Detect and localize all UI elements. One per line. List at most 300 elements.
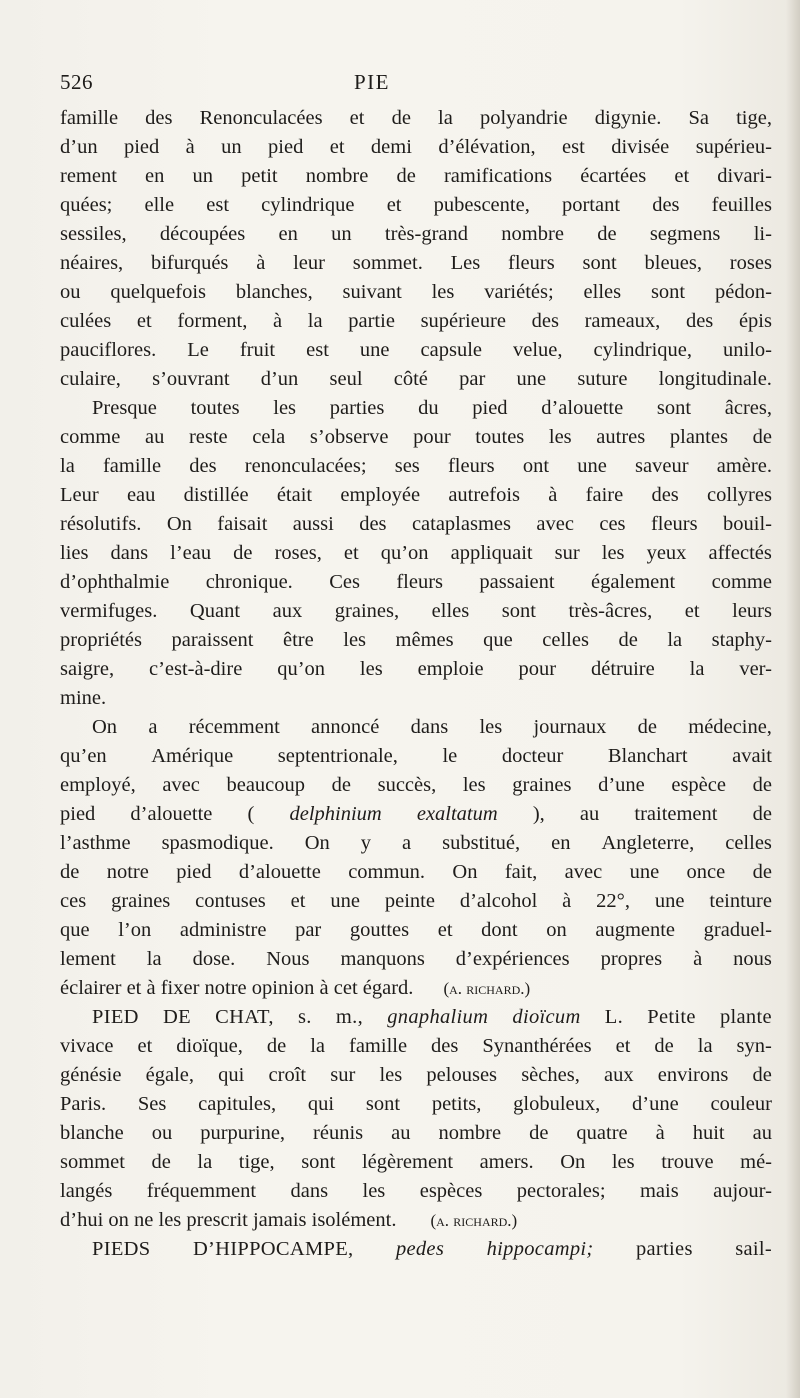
word: Sa [688, 107, 709, 129]
word: qu’en [60, 745, 107, 767]
word: pied [176, 861, 212, 883]
text-line [60, 220, 772, 249]
word: de [752, 803, 772, 825]
word: à [185, 136, 195, 158]
word: d’élévation, [438, 136, 536, 158]
word: fleurs [396, 571, 444, 593]
word: de [60, 861, 80, 883]
word: huit [692, 1122, 725, 1144]
word: qu’on [277, 658, 326, 680]
word: à [256, 252, 266, 274]
word: de [752, 774, 772, 796]
word: notre [106, 861, 149, 883]
word: sont [656, 397, 692, 419]
word: dont [481, 919, 518, 941]
word: a [148, 716, 158, 738]
word: culées [60, 310, 112, 332]
word: seul [329, 368, 363, 390]
word: administre [179, 919, 267, 941]
word: Angleterre, [601, 832, 695, 854]
word: que [483, 629, 513, 651]
word: suivant [342, 281, 402, 303]
word: segmens [649, 223, 721, 245]
word: de [618, 629, 638, 651]
word: annoncé [311, 716, 380, 738]
word: capitules, [198, 1093, 277, 1115]
word: paraissent [171, 629, 254, 651]
word: pied [268, 136, 304, 158]
word: celles [542, 629, 589, 651]
word: pied [60, 803, 96, 825]
entry-heading-line [60, 1235, 772, 1264]
word: et [615, 1035, 631, 1057]
word: feuilles [711, 194, 772, 216]
word: en [278, 223, 298, 245]
word: elle [144, 194, 175, 216]
text-line [60, 742, 772, 771]
word: On [166, 513, 192, 535]
word: de [151, 1151, 171, 1173]
text-line [60, 1177, 772, 1206]
word: amère. [716, 455, 772, 477]
word: plante [719, 1006, 772, 1028]
text-line [60, 597, 772, 626]
word: graines [512, 774, 572, 796]
word: un [192, 165, 214, 187]
word: pied [472, 397, 508, 419]
word: est [306, 339, 329, 361]
word: avec [162, 774, 200, 796]
word: ont [522, 455, 550, 477]
word: un [221, 136, 242, 158]
author-signature: (a. richard.) [430, 1211, 518, 1230]
word: avec [536, 513, 574, 535]
word: dioïque, [176, 1035, 243, 1057]
word: une [330, 890, 360, 912]
word: autres [596, 426, 646, 448]
word: qui [218, 1064, 245, 1086]
word: vivace [60, 1035, 114, 1057]
word: de [529, 1122, 549, 1144]
word: de [391, 107, 411, 129]
word: ces [60, 890, 87, 912]
text-line [60, 1061, 772, 1090]
word: des [685, 310, 714, 332]
word: PIEDS [92, 1238, 151, 1260]
word: nombre [501, 223, 564, 245]
word: couleur [710, 1093, 772, 1115]
word: mais [639, 1180, 679, 1202]
word: de [331, 774, 351, 796]
word: petit [241, 165, 278, 187]
word: d’alcohol [459, 890, 538, 912]
word: leur [293, 252, 325, 274]
word: s. [298, 1006, 312, 1028]
text-line [60, 568, 772, 597]
word: renonculacées; [244, 455, 367, 477]
word: fleurs [447, 455, 495, 477]
word: d’alouette [541, 397, 624, 419]
word: Petite [647, 1006, 696, 1028]
word: beaucoup [226, 774, 306, 796]
word: nous [733, 948, 772, 970]
word: autrefois [448, 484, 521, 506]
word: graines [111, 890, 171, 912]
text-line [60, 452, 772, 481]
word: contuses [195, 890, 266, 912]
word: eau [126, 484, 156, 506]
word: ses [394, 455, 420, 477]
word: bifurqués [150, 252, 229, 274]
word: aux [272, 600, 303, 622]
word: aujour- [713, 1180, 772, 1202]
word: et [674, 165, 690, 187]
word: appliquait [450, 542, 533, 564]
word: Les [450, 252, 481, 274]
word: les [359, 658, 383, 680]
word: sont [582, 252, 617, 274]
word: peinte [384, 890, 435, 912]
word: les [462, 774, 486, 796]
word: CHAT, [215, 1006, 274, 1028]
word: tige, [736, 107, 772, 129]
word: par [459, 368, 486, 390]
word: s’observe [309, 426, 389, 448]
word: gnaphalium [387, 1006, 489, 1028]
word: pauciflores. [60, 339, 157, 361]
word: d’expériences [455, 948, 570, 970]
word: culaire, [60, 368, 121, 390]
word: longitudinale. [658, 368, 772, 390]
word: la [60, 455, 75, 477]
word: teinture [709, 890, 772, 912]
word: environs [657, 1064, 729, 1086]
word: staphy- [711, 629, 772, 651]
word: quelquefois [110, 281, 206, 303]
word: les [343, 629, 367, 651]
word: elles [583, 281, 622, 303]
word: toutes [190, 397, 240, 419]
word: Leur [60, 484, 99, 506]
text-line [60, 713, 772, 742]
word: de [597, 223, 617, 245]
word: de [233, 542, 253, 564]
text-line [60, 655, 772, 684]
word: vermifuges. [60, 600, 158, 622]
word: avait [732, 745, 772, 767]
body-text [60, 104, 772, 1264]
word: pubescente, [433, 194, 530, 216]
word: les [611, 1151, 635, 1173]
word: langés [60, 1180, 113, 1202]
word: une [629, 861, 660, 883]
text-line [60, 104, 772, 133]
word: y [360, 832, 372, 854]
text-line [60, 133, 772, 162]
word: velue, [513, 339, 563, 361]
word: Quant [189, 600, 241, 622]
word: la [146, 948, 162, 970]
word: ces [599, 513, 626, 535]
word: croît [268, 1064, 307, 1086]
text-line [60, 336, 772, 365]
word: On [452, 861, 478, 883]
word: emploie [417, 658, 484, 680]
word: à [655, 1122, 665, 1144]
word: des [359, 513, 387, 535]
word: c’est-à-dire [148, 658, 243, 680]
word: la [697, 1035, 713, 1057]
word: celles [725, 832, 772, 854]
word: très-âcres, [568, 600, 653, 622]
word: les [379, 1064, 403, 1086]
text-line [60, 278, 772, 307]
word: globuleux, [513, 1093, 601, 1115]
word: fait, [504, 861, 538, 883]
word: sommet. [352, 252, 423, 274]
word: les [601, 542, 625, 564]
word: PIED [92, 1006, 139, 1028]
word: et [343, 542, 359, 564]
word: divisée [611, 136, 670, 158]
word: famille [349, 1035, 408, 1057]
word: s’ouvrant [152, 368, 230, 390]
word: récemment [188, 716, 280, 738]
word: Paris. [60, 1093, 107, 1115]
word: digynie. [594, 107, 662, 129]
word: la [197, 1151, 213, 1173]
word: sont [301, 1151, 336, 1173]
word: Amérique [151, 745, 234, 767]
word: et [137, 1035, 153, 1057]
word: des [189, 455, 217, 477]
author-signature: (a. richard.) [443, 979, 531, 998]
word: rameaux, [584, 310, 661, 332]
word: d’alouette [130, 803, 213, 825]
word: yeux [646, 542, 687, 564]
word: pelouses [426, 1064, 498, 1086]
text-line [60, 771, 772, 800]
word: âcres, [724, 397, 772, 419]
text-line [60, 510, 772, 539]
word: cataplasmes [411, 513, 511, 535]
word: blanches, [235, 281, 313, 303]
text-line [60, 249, 772, 278]
word: petits, [431, 1093, 482, 1115]
word: à [273, 310, 283, 332]
word: journaux [533, 716, 607, 738]
text-line [60, 800, 772, 829]
word: once [686, 861, 726, 883]
word: graines, [334, 600, 400, 622]
text-line-signed [60, 1206, 772, 1235]
word: ou [60, 281, 81, 303]
word: famille [102, 455, 162, 477]
word: faisait [217, 513, 268, 535]
text-line-signed [60, 974, 772, 1003]
word: exaltatum [416, 803, 498, 825]
word: supérieure [420, 310, 506, 332]
word: pédon- [714, 281, 772, 303]
word: néaires, [60, 252, 124, 274]
word: polyandrie [479, 107, 568, 129]
word: Renonculacées [199, 107, 323, 129]
word: aux [603, 1064, 634, 1086]
word: famille [60, 107, 119, 129]
word: unilo- [723, 339, 772, 361]
word: légèrement [361, 1151, 454, 1173]
word: de [637, 716, 657, 738]
word: pied [123, 136, 160, 158]
word: Presque [92, 397, 157, 419]
word: on [546, 919, 567, 941]
word: détruire [590, 658, 655, 680]
text-line [60, 945, 772, 974]
line-text: d’hui on ne les prescrit jamais isolément. [60, 1209, 397, 1231]
word: graduel- [703, 919, 772, 941]
word: espèces [419, 1180, 483, 1202]
word: réunis [313, 1122, 364, 1144]
word: qu’on [380, 542, 429, 564]
text-line [60, 626, 772, 655]
word: commun. [348, 861, 426, 883]
word: cela [252, 426, 286, 448]
word: fruit [239, 339, 276, 361]
line-text: éclairer et à fixer notre opinion à cet égard. [60, 977, 414, 999]
word: une [516, 368, 547, 390]
word: des [651, 484, 679, 506]
word: lement [60, 948, 116, 970]
word: très-grand [384, 223, 469, 245]
page-number: 526 [60, 70, 93, 94]
word: sont [501, 600, 536, 622]
word: rement [60, 165, 117, 187]
text-line [60, 423, 772, 452]
word: de [654, 1035, 674, 1057]
word: employé, [60, 774, 136, 796]
word: augmente [595, 919, 676, 941]
word: 22°, [596, 890, 630, 912]
text-line [60, 684, 772, 713]
text-line [60, 539, 772, 568]
word: sont [650, 281, 686, 303]
word: lies [60, 542, 89, 564]
word: Ses [137, 1093, 167, 1115]
word: mêmes [395, 629, 454, 651]
word: dose. [192, 948, 236, 970]
word: nombre [438, 1122, 502, 1144]
text-line [60, 365, 772, 394]
word: manquons [340, 948, 425, 970]
word: trouve [661, 1151, 714, 1173]
word: bleues, [644, 252, 702, 274]
word: la [438, 107, 453, 129]
word: que [60, 919, 90, 941]
word: sont [365, 1093, 401, 1115]
word: épis [738, 310, 772, 332]
word: hippocampi; [486, 1238, 594, 1260]
word: mine. [60, 687, 107, 709]
word: à [693, 948, 703, 970]
word: leurs [732, 600, 772, 622]
word: faire [585, 484, 624, 506]
word: l’asthme [60, 832, 131, 854]
word: une [577, 455, 607, 477]
word: des [531, 310, 559, 332]
word: Ces [329, 571, 360, 593]
word: pedes [395, 1238, 445, 1260]
word: sur [554, 542, 580, 564]
word: substitué, [442, 832, 521, 854]
word: succès, [377, 774, 437, 796]
word: nombre [305, 165, 369, 187]
word: distillée [183, 484, 249, 506]
word: plantes [669, 426, 728, 448]
text-line [60, 1119, 772, 1148]
word: sessiles, [60, 223, 127, 245]
word: employée [340, 484, 421, 506]
word: et [349, 107, 365, 129]
word: espèce [671, 774, 726, 796]
word: à [562, 890, 572, 912]
word: médecine, [688, 716, 772, 738]
word: li- [753, 223, 772, 245]
word: d’un [60, 136, 98, 158]
word: dans [290, 1180, 329, 1202]
word: elles [431, 600, 470, 622]
word: à [548, 484, 558, 506]
text-line [60, 394, 772, 423]
word: DE [162, 1006, 191, 1028]
word: dans [410, 716, 449, 738]
word: On [560, 1151, 586, 1173]
word: et [684, 600, 700, 622]
word: aussi [292, 513, 334, 535]
word: reste [188, 426, 228, 448]
word: propriétés [60, 629, 142, 651]
text-line [60, 829, 772, 858]
word: l’on [118, 919, 152, 941]
word: comme [711, 571, 772, 593]
word: au [144, 426, 165, 448]
word: est [206, 194, 230, 216]
word: ou [151, 1122, 173, 1144]
word: cylindrique, [593, 339, 693, 361]
word: être [283, 629, 314, 651]
word: et [290, 890, 306, 912]
word: Le [187, 339, 209, 361]
text-line [60, 1090, 772, 1119]
word: divari- [717, 165, 772, 187]
word: On [92, 716, 118, 738]
word: spasmodique. [161, 832, 274, 854]
word: d’un [260, 368, 299, 390]
word: qui [307, 1093, 335, 1115]
text-line [60, 162, 772, 191]
word: ramifications [443, 165, 553, 187]
word: saigre, [60, 658, 115, 680]
word: la [307, 310, 323, 332]
word: des [145, 107, 173, 129]
word: par [295, 919, 322, 941]
word: collyres [707, 484, 772, 506]
word: le [442, 745, 458, 767]
word: comme [60, 426, 121, 448]
word: sur [330, 1064, 356, 1086]
word: les [479, 716, 503, 738]
text-line [60, 481, 772, 510]
word: passaient [479, 571, 555, 593]
